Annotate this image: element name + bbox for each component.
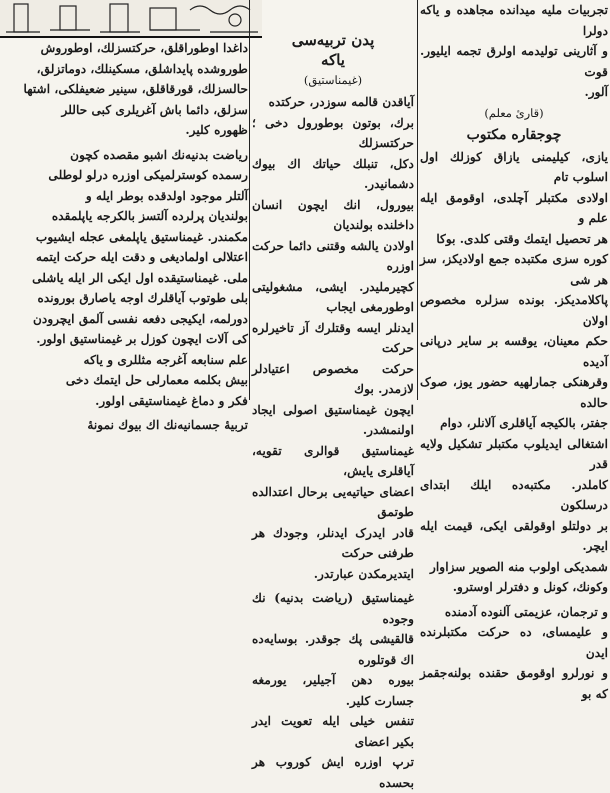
- signature-block: [420, 105, 608, 121]
- signature: (قارئ معلم): [484, 105, 544, 120]
- article-byline: (غیمناستیق): [303, 73, 363, 87]
- right-column: [420, 0, 608, 701]
- article-header: [252, 30, 414, 88]
- section-header: [420, 125, 608, 145]
- left-column: [2, 38, 248, 432]
- paragraph: تربیهٔ جسمانیه‌نك اك بیوك نمونهٔ: [87, 418, 248, 432]
- paragraph: ریاضت بدنیه‌نك اشبو مقصده کچون رسمده کوسترلمیکی اوزره درلو لوطلی آلتلر موجود اولدقده بوطر ایله و بولندیان پرلرده آلتسز بالکرجه یاپلمقده مکمندر. غیمناستیق یاپلمغی عجله ایشیوب اعتلالی اولمادیغی و دقت ایله حرکت ایتمه ملی. غیمناستیقده اول ایکی الر ایله یاشلی بلی طوتوب آیاقلرك اوجه یاصارق بورونده دورلمه، ایکیجی دفعه نفسی آلمق ایچرودن کی آلات ایچون کوزل بر غیمناستیق اولور. علم سنابعه آغرجه مثللری و یاکه بیش بکلمه معمارلی حل ایتمك دخی فکر و دماغ غیمناستیقی اولور.: [32, 147, 248, 408]
- column-rule: [417, 0, 418, 400]
- article-title: یاکه: [321, 51, 345, 69]
- column-rule: [249, 0, 250, 400]
- paragraph: آیاقدن قالمه سوزدر، حرکتده برك، بوتون بوطورول دخی ؛ حرکتسزلك دکل، تنبلك حیاتك اك بیوك دشمانیدر. بیورول، انك ایچون انسان داخلنده بولندیان اولادن یالشه وقتنی دائما حرکت اوزره کچیرملیدر. ایشی، مشغولیتی اوطورمغی ایجاب ایدنلر ایسه وقتلرك آز تاخیرلره حرکت حرکت مخصوص اعتیادلر لازمدر. بوك ایچون غیمناستیق اصولی ایجاد اولنمشدر. غیمناستیق قوالری تقویه، آیاقلری یایش، اعضای حیاتیه‌یی برحال اعتدالده طوتمق قادر ایدرک ایدنلر، وجودك هر طرفنی حرکت ایتدیرمکدن عبارتدر.: [252, 95, 414, 581]
- paragraph: داغدا اوطوراقلق، حرکتسزلك، اوطوروش طوروشده پایداشلق، مسکینلك، دوماتزلق، حالسزلك، قورقاقلق، سینیر ضعیفلکی، اشتها سزلق، دائما باش آغریلری کبی حاللر ظهوره کلیر.: [23, 41, 248, 137]
- paragraph: و ترجمان، عزیمتی آلنوده آدمنده و علیمسای، ده حرکت مکتبلرنده ایدن و نورلرو اوقومق حقنده بولنه‌جقمز که بو: [420, 604, 608, 701]
- paragraph: غیمناستیق (ریاضت بدنیه) نك وجوده قالقیشی پك جوقدر. بوسایه‌ده اك قوتلوره بیوره دهن آجیلیر، یورمغه جسارت کلیر. تنفس خیلی ایله تعویت ایدر بکیر اعضای ترپ اوزره ایش کوروب هر بحسده: [252, 591, 414, 790]
- paragraph: یازی، کیلیمنی یازاق کوزلك اول اسلوب تام اولادی مکتبلر آچلدی، اوقومق ایله علم و هر تحصیل ایتمك وقتی کلدی. بوکا کوره سزی مکتبده جمع اولادیکز، سز هر شی پاکلامدیکز. بونده سزلره مخصوص اولان حکم معینان، یوقسه بر سایر درپانی آدیده وقرهنکی جمارلهیه حضور یوز، صوک حالده جفتر، بالکیجه آیاقلری آلانلر، دوام اشتغالی ایدیلوب مکتبلر تشکیل ولایه قدر کاملدر. مکتبه‌ده ایلك ابتدای درسلکون بر دولتلو اوقولقی ایکی، قیمت ایله ایچر. شمدیکی اولوب منه الصویر سزاوار وکونك، کونل و دفترلر اوسترو.: [420, 149, 608, 594]
- section-title: چوجقاره مکتوب: [466, 126, 562, 143]
- middle-column: [252, 0, 414, 790]
- article-subtitle: پدن تربیه‌سی: [291, 31, 375, 49]
- paragraph: تجربیات ملیه میدانده مجاهده و یاکه دولرا و آثارینی تولیدمه اولرق تجمه ایلیور. قوت آلور.: [420, 3, 608, 99]
- engraving-illustration: [0, 0, 262, 38]
